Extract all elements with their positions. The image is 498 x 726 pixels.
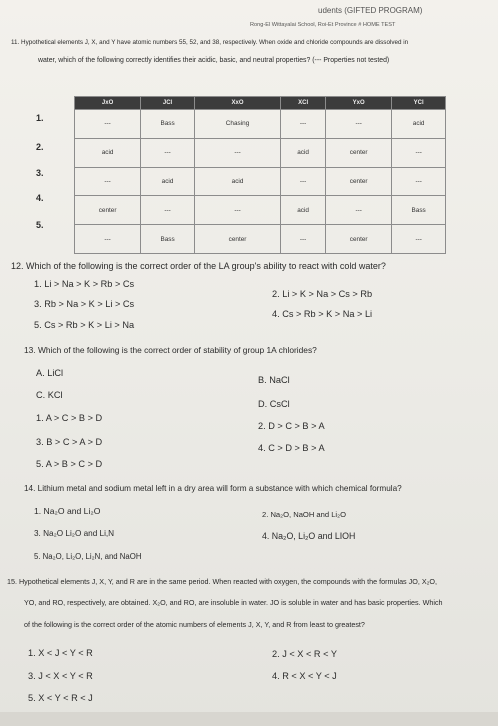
q13-option-1[interactable]: 1. A > C > B > D (36, 413, 103, 423)
table-cell: --- (75, 167, 141, 196)
table-cell: center (75, 196, 141, 225)
q15-option-1[interactable]: 1. X < J < Y < R (28, 648, 93, 658)
table-row (75, 225, 446, 254)
q12-option-1[interactable]: 1. Li > Na > K > Rb > Cs (34, 279, 135, 289)
q12-option-2[interactable]: 2. Li > K > Na > Cs > Rb (272, 289, 373, 299)
table-cell: --- (392, 167, 446, 196)
header-program: udents (GIFTED PROGRAM) (318, 6, 423, 15)
table-header: XxO (194, 97, 280, 110)
q11-properties-table (74, 96, 446, 254)
table-cell: --- (392, 138, 446, 167)
q15-option-4[interactable]: 4. R < X < Y < J (272, 671, 337, 681)
q11-stem-line1: 11. Hypothetical elements J, X, and Y have atomic numbers 55, 52, and 38, respectively. When oxide and chloride compounds are dissolved in (11, 39, 409, 46)
q13-item-c: C. KCl (36, 390, 63, 400)
q13-option-4[interactable]: 4. C > D > B > A (258, 443, 325, 453)
table-cell: --- (281, 167, 326, 196)
q15-option-3[interactable]: 3. J < X < Y < R (28, 671, 93, 681)
q14-option-1[interactable]: 1. Na₂O and Li₂O (34, 506, 101, 516)
table-cell: --- (194, 138, 280, 167)
table-cell: --- (141, 138, 195, 167)
table-cell: --- (281, 110, 326, 139)
table-header: YxO (326, 97, 392, 110)
table-header: JCl (141, 97, 195, 110)
table-cell: acid (141, 167, 195, 196)
table-cell: Chasing (194, 110, 280, 139)
q11-stem-line2: water, which of the following correctly identifies their acidic, basic, and neutral properties? (--- Properties not tested) (38, 57, 390, 64)
q14-option-5[interactable]: 5. Na₂O, Li₂O, Li₂N, and NaOH (34, 552, 142, 561)
table-cell: center (194, 225, 280, 254)
q12-option-4[interactable]: 4. Cs > Rb > K > Na > Li (272, 309, 373, 319)
table-cell: Bass (141, 225, 195, 254)
header-school: Rong-El Wittayalai School, Roi-Et Province # HOME TEST (250, 22, 396, 28)
q11-row-number: 5. (36, 220, 44, 230)
q13-item-d: D. CsCl (258, 399, 290, 409)
q15-stem-line1: 15. Hypothetical elements J, X, Y, and R are in the same period. When reacted with oxygen, the compounds with the formulas JO, X₂O, (7, 577, 438, 586)
table-header: YCl (392, 97, 446, 110)
table-row (75, 138, 446, 167)
table-cell: acid (194, 167, 280, 196)
table-cell: --- (392, 225, 446, 254)
q13-option-2[interactable]: 2. D > C > B > A (258, 421, 325, 431)
q14-option-3[interactable]: 3. Na₂O Li₂O and Li,N (34, 529, 115, 538)
q12-option-3[interactable]: 3. Rb > Na > K > Li > Cs (34, 299, 135, 309)
table-cell: acid (281, 196, 326, 225)
q13-stem: 13. Which of the following is the correct order of stability of group 1A chlorides? (24, 345, 317, 355)
table-row (75, 196, 446, 225)
q15-stem-line3: of the following is the correct order of the atomic numbers of elements J, X, Y, and R from least to greatest? (24, 620, 365, 629)
table-cell: Bass (141, 110, 195, 139)
q14-option-4[interactable]: 4. Na₂O, Li₂O and LIOH (262, 531, 356, 541)
q11-row-number: 2. (36, 142, 44, 152)
table-row (75, 110, 446, 139)
q12-option-5[interactable]: 5. Cs > Rb > K > Li > Na (34, 320, 135, 330)
table-cell: --- (326, 196, 392, 225)
table-cell: center (326, 225, 392, 254)
table-cell: --- (141, 196, 195, 225)
table-cell: --- (75, 110, 141, 139)
table-cell: center (326, 167, 392, 196)
table-header: XCl (281, 97, 326, 110)
table-cell: --- (281, 225, 326, 254)
q13-item-b: B. NaCl (258, 375, 290, 385)
q13-option-5[interactable]: 5. A > B > C > D (36, 459, 103, 469)
q11-row-number: 4. (36, 193, 44, 203)
table-header: JxO (75, 97, 141, 110)
table-cell: --- (75, 225, 141, 254)
q14-option-2[interactable]: 2. Na₂O, NaOH and Li₂O (262, 510, 346, 519)
q15-stem-line2: YO, and RO, respectively, are obtained. X₂O, and RO, are insoluble in water. JO is soluble in water and has basic properties. Which (24, 598, 443, 607)
q11-row-number: 1. (36, 113, 44, 123)
q11-row-number: 3. (36, 168, 44, 178)
q12-stem: 12. Which of the following is the correct order of the LA group's ability to react with cold water? (11, 261, 386, 271)
table-cell: acid (281, 138, 326, 167)
table-cell: --- (194, 196, 280, 225)
page-bottom-edge (0, 712, 498, 726)
table-cell: acid (392, 110, 446, 139)
q13-option-3[interactable]: 3. B > C > A > D (36, 437, 103, 447)
q13-item-a: A. LiCl (36, 368, 64, 378)
table-cell: Bass (392, 196, 446, 225)
q15-option-5[interactable]: 5. X < Y < R < J (28, 693, 93, 703)
table-cell: --- (326, 110, 392, 139)
table-cell: center (326, 138, 392, 167)
table-row (75, 167, 446, 196)
q15-option-2[interactable]: 2. J < X < R < Y (272, 649, 337, 659)
table-cell: acid (75, 138, 141, 167)
q14-stem: 14. Lithium metal and sodium metal left in a dry area will form a substance with which chemical formula? (24, 484, 402, 493)
